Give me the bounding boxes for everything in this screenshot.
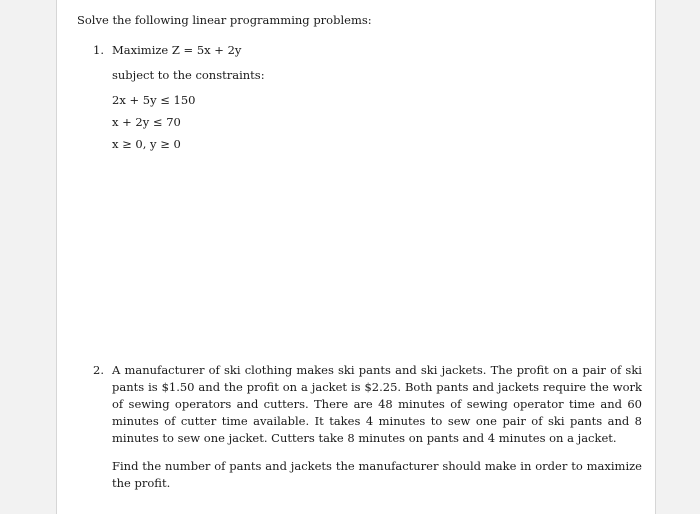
- problem-1-constraint-1: 2x + 5y ≤ 150: [112, 93, 196, 107]
- problem-1-constraint-2: x + 2y ≤ 70: [112, 115, 181, 129]
- problem-1-constraints-label: subject to the constraints:: [112, 68, 265, 82]
- problem-1-number: 1.: [93, 43, 104, 57]
- instructions-heading: Solve the following linear programming problems:: [77, 13, 372, 27]
- problem-1-nonnegativity: x ≥ 0, y ≥ 0: [112, 137, 181, 151]
- document-page: [56, 0, 656, 514]
- problem-1-objective: Maximize Z = 5x + 2y: [112, 43, 242, 57]
- problem-2-question: Find the number of pants and jackets the manufacturer should make in order to maximize the profit.: [112, 459, 642, 490]
- problem-2-description: A manufacturer of ski clothing makes ski pants and ski jackets. The profit on a pair of ski pants is $1.50 and the profit on a jacket is $2.25. Both pants and jackets require the work of sewing operators and cutters. There are 48 minutes of sewing operator time and 60 minutes of cutter time available. It takes 4 minutes to sew one pair of ski pants and 8 minutes to sew one jacket. Cutters take 8 minutes on pants and 4 minutes on a jacket.: [112, 363, 642, 445]
- problem-2-number: 2.: [93, 363, 104, 377]
